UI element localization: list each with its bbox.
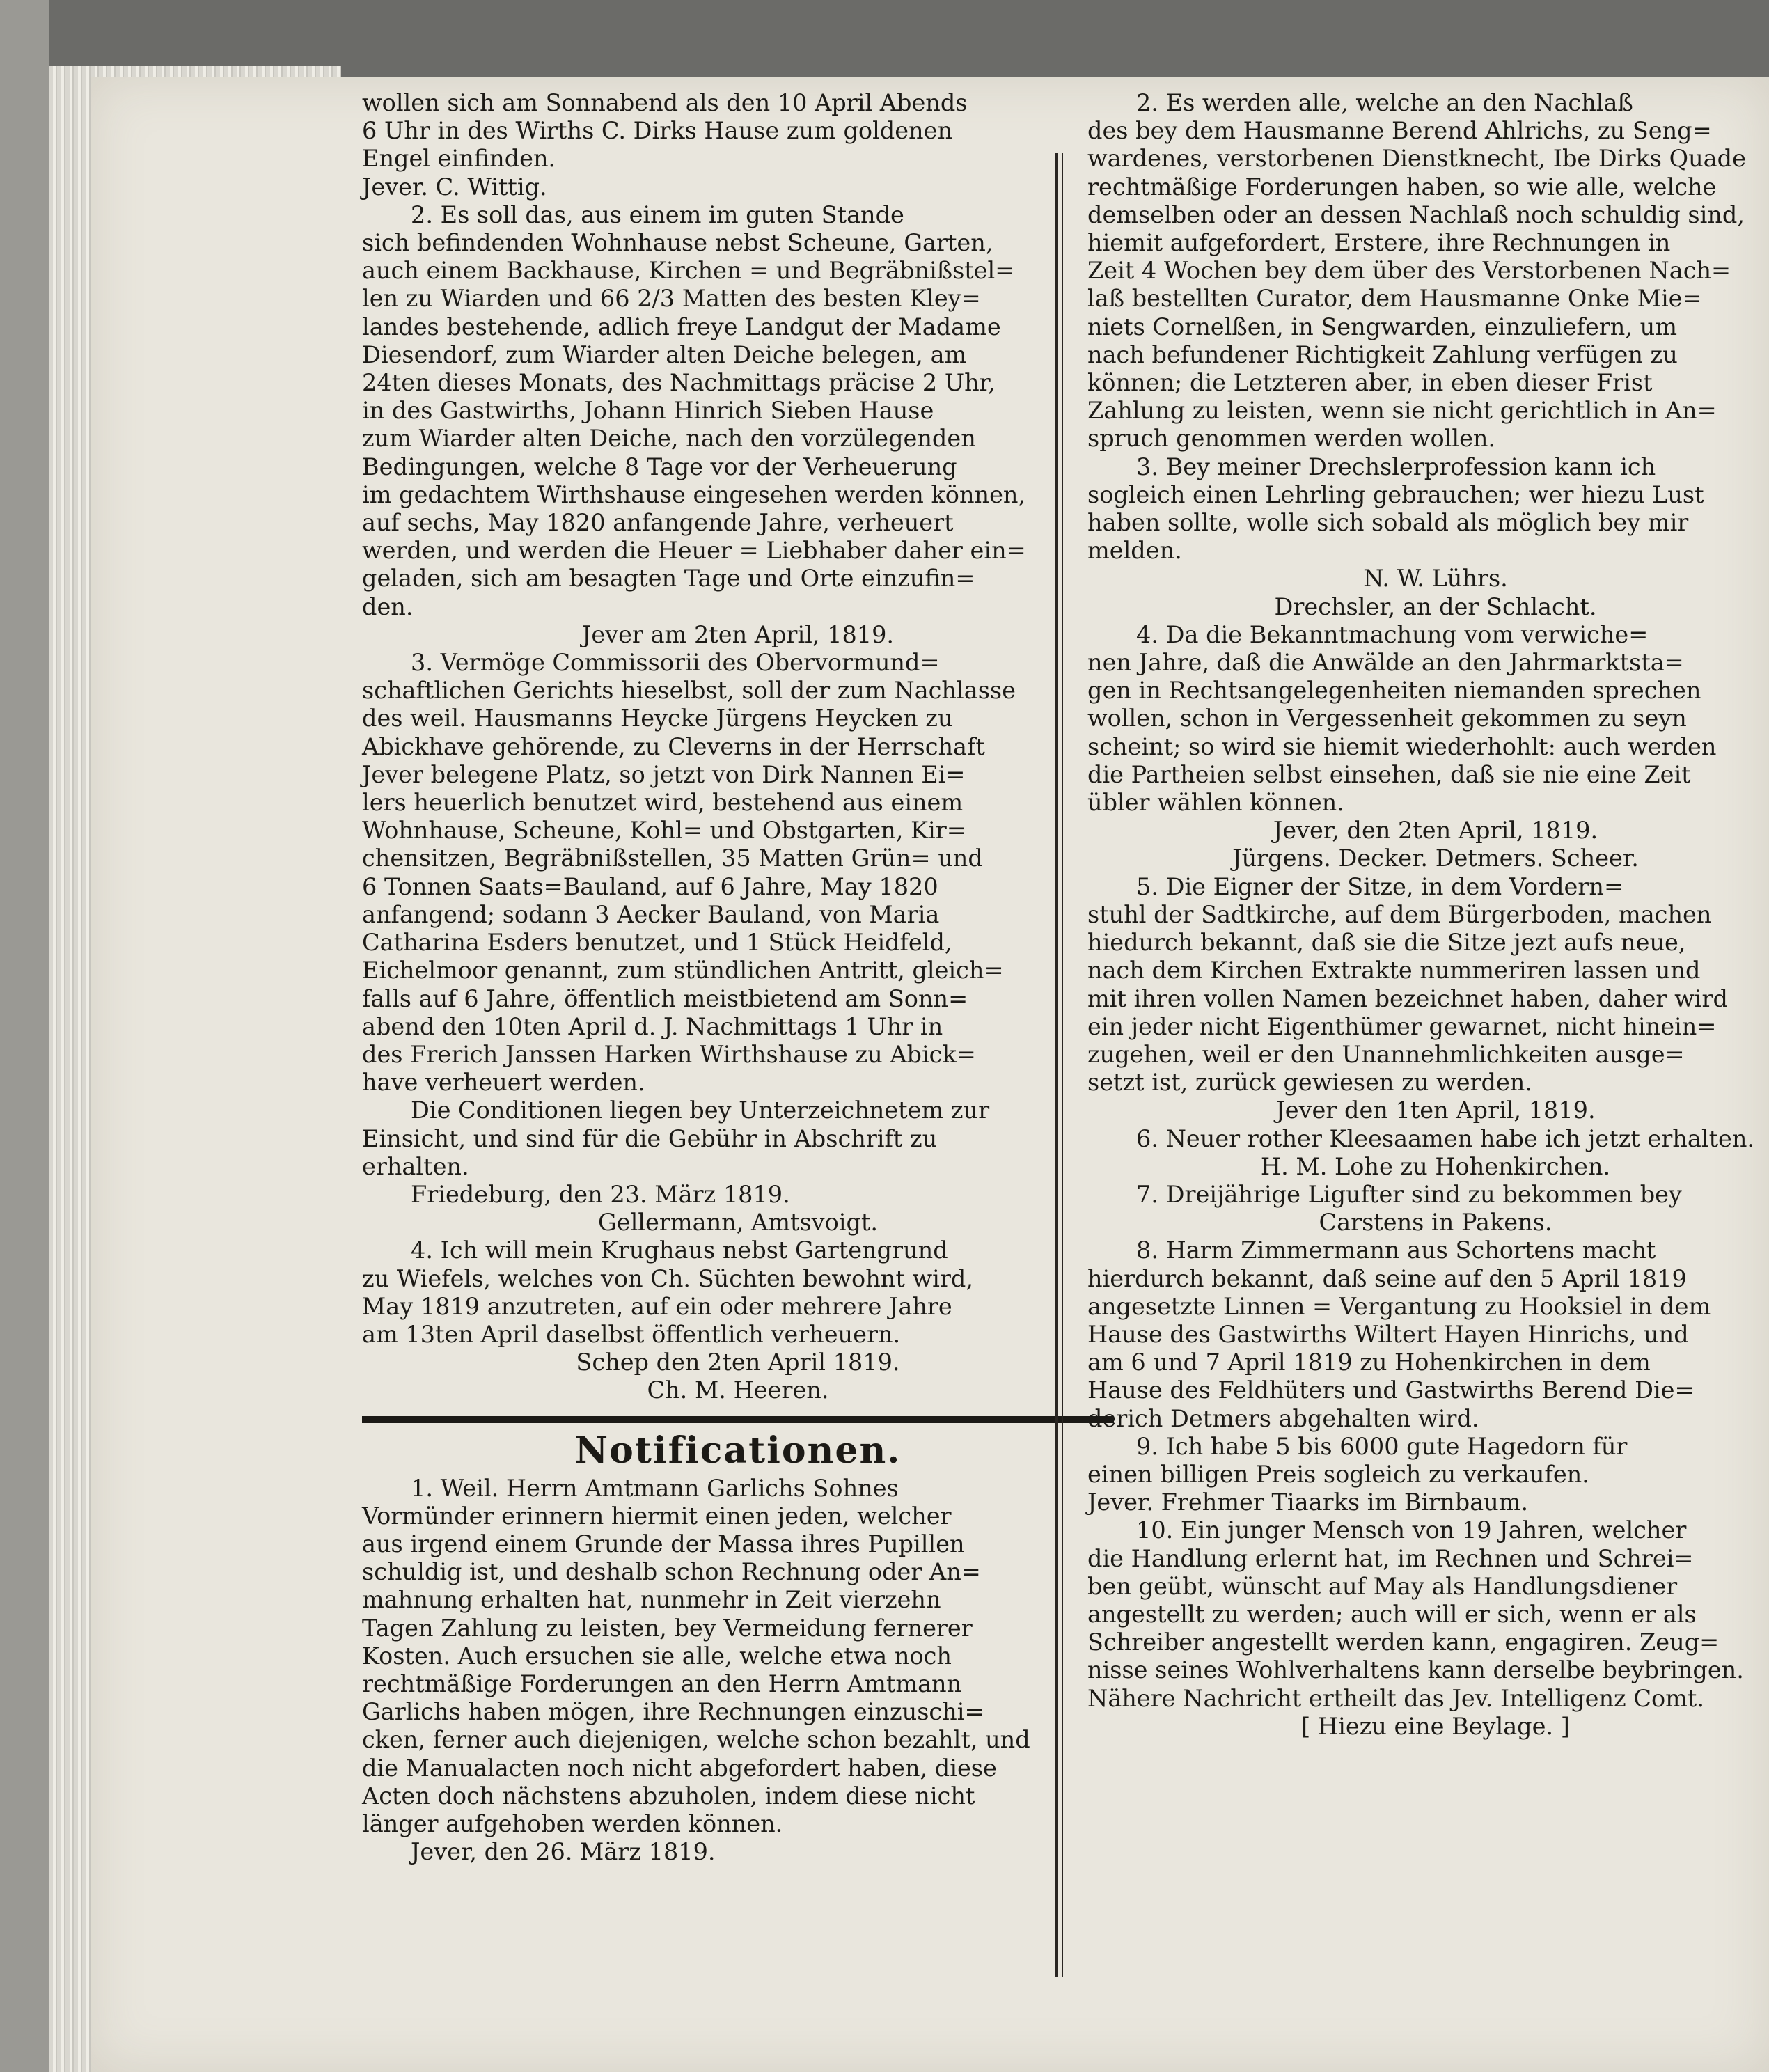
text-line: auch einem Backhause, Kirchen = und Begräbnißstel= [362,257,1015,285]
column-divider-inner [1062,153,1063,1977]
text-line: Ch. M. Heeren. [647,1376,829,1404]
text-line: Schreiber angestellt werden kann, engagiren. Zeug= [1087,1628,1720,1656]
text-line: Jever. Frehmer Tiaarks im Birnbaum. [1087,1489,1529,1516]
text-line: schaftlichen Gerichts hieselbst, soll der zum Nachlasse [362,677,1016,705]
text-line: Hause des Feldhüters und Gastwirths Berend Die= [1087,1376,1695,1404]
text-line: Engel einfinden. [362,145,556,173]
text-line: Zahlung zu leisten, wenn sie nicht gerichtlich in An= [1087,397,1717,425]
text-line: 6 Uhr in des Wirths C. Dirks Hause zum goldenen [362,117,953,145]
text-line: stuhl der Sadtkirche, auf dem Bürgerboden, machen [1087,900,1712,928]
text-line: aus irgend einem Grunde der Massa ihres Pupillen [362,1530,965,1557]
text-line: 7. Dreijährige Ligufter sind zu bekommen bey [1136,1180,1682,1208]
text-line: 6 Tonnen Saats=Bauland, auf 6 Jahre, May 1820 [362,872,938,900]
text-line: Tagen Zahlung zu leisten, bey Vermeidung fernerer [362,1614,973,1642]
text-line: des Frerich Janssen Harken Wirthshause zu Abick= [362,1040,976,1068]
text-line: 3. Vermöge Commissorii des Obervormund= [411,649,940,677]
text-line: Jever belegene Platz, so jetzt von Dirk Nannen Ei= [362,760,966,788]
text-line: 6. Neuer rother Kleesaamen habe ich jetzt erhalten. [1136,1124,1755,1152]
text-line: im gedachtem Wirthshause eingesehen werden können, [362,480,1026,508]
text-line: ein jeder nicht Eigenthümer gewarnet, nicht hinein= [1087,1012,1717,1040]
left-column-text-top [362,89,1114,1405]
text-line: hierdurch bekannt, daß seine auf den 5 April 1819 [1087,1264,1687,1292]
text-line: Jürgens. Decker. Detmers. Scheer. [1232,845,1639,872]
text-line: Jever. C. Wittig. [362,173,547,201]
text-line: 2. Es werden alle, welche an den Nachlaß [1136,89,1633,116]
text-line: wollen, schon in Vergessenheit gekommen zu seyn [1087,705,1687,732]
text-line: Kosten. Auch ersuchen sie alle, welche etwa noch [362,1642,952,1670]
text-line: sich befindenden Wohnhause nebst Scheune, Garten, [362,229,993,257]
text-line: werden, und werden die Heuer = Liebhaber daher ein= [362,537,1026,565]
text-line: haben sollte, wolle sich sobald als möglich bey mir [1087,509,1689,537]
text-line: Vormünder erinnern hiermit einen jeden, welcher [362,1502,952,1530]
text-line: in des Gastwirths, Johann Hinrich Sieben Hause [362,397,934,425]
text-line: scheint; so wird sie hiemit wiederhohlt: auch werden [1087,732,1717,760]
text-line: derich Detmers abgehalten wird. [1087,1404,1479,1432]
section-heading: Notificationen. [574,1429,902,1472]
text-line: nach dem Kirchen Extrakte nummeriren lassen und [1087,957,1701,984]
text-line: Die Conditionen liegen bey Unterzeichnetem zur [411,1097,990,1124]
text-line: am 13ten April daselbst öffentlich verheuern. [362,1320,901,1348]
text-line: 4. Ich will mein Krughaus nebst Gartengrund [411,1237,948,1264]
text-line: Schep den 2ten April 1819. [576,1349,900,1376]
text-line: hiemit aufgefordert, Erstere, ihre Rechnungen in [1087,229,1671,257]
text-line: 9. Ich habe 5 bis 6000 gute Hagedorn für [1136,1432,1628,1460]
text-line: des weil. Hausmanns Heycke Jürgens Heycken zu [362,705,953,732]
text-line: setzt ist, zurück gewiesen zu werden. [1087,1069,1533,1097]
text-line: landes bestehende, adlich freye Landgut der Madame [362,313,1001,340]
text-line: die Manualacten noch nicht abgefordert haben, diese [362,1754,997,1782]
newspaper-page [91,77,1769,2072]
text-line: H. M. Lohe zu Hohenkirchen. [1260,1152,1611,1180]
text-line: gen in Rechtsangelegenheiten niemanden sprechen [1087,677,1701,705]
text-line: Hause des Gastwirths Wiltert Hayen Hinrichs, und [1087,1320,1689,1348]
text-line: [ Hiezu eine Beylage. ] [1301,1712,1570,1740]
column-divider [1055,153,1058,1977]
text-line: auf sechs, May 1820 anfangende Jahre, verheuert [362,509,954,537]
text-line: die Partheien selbst einsehen, daß sie nie eine Zeit [1087,760,1691,788]
text-line: May 1819 anzutreten, auf ein oder mehrere Jahre [362,1292,952,1320]
text-line: cken, ferner auch diejenigen, welche schon bezahlt, und [362,1726,1030,1754]
text-line: Carstens in Pakens. [1319,1209,1552,1237]
text-line: schuldig ist, und deshalb schon Rechnung oder An= [362,1558,981,1586]
text-line: Bedingungen, welche 8 Tage vor der Verheuerung [362,453,957,480]
text-line: angestellt zu werden; auch will er sich, wenn er als [1087,1600,1697,1628]
text-line: 5. Die Eigner der Sitze, in dem Vordern= [1136,872,1624,900]
text-line: N. W. Lührs. [1363,565,1508,592]
text-line: Eichelmoor genannt, zum stündlichen Antritt, gleich= [362,957,1004,984]
text-line: mahnung erhalten hat, nunmehr in Zeit vierzehn [362,1586,941,1614]
text-line: 1. Weil. Herrn Amtmann Garlichs Sohnes [411,1474,899,1502]
text-line: falls auf 6 Jahre, öffentlich meistbietend am Sonn= [362,984,968,1012]
right-column-text [1087,89,1769,1741]
text-line: 10. Ein junger Mensch von 19 Jahren, welcher [1136,1516,1687,1544]
text-line: melden. [1087,537,1182,565]
text-line: len zu Wiarden und 66 2/3 Matten des besten Kley= [362,285,981,313]
text-line: ben geübt, wünscht auf May als Handlungsdiener [1087,1572,1678,1600]
text-line: angesetzte Linnen = Vergantung zu Hooksiel in dem [1087,1292,1711,1320]
text-line: Acten doch nächstens abzuholen, indem diese nicht [362,1782,975,1810]
text-line: rechtmäßige Forderungen an den Herrn Amtmann [362,1670,962,1697]
text-line: lers heuerlich benutzet wird, bestehend aus einem [362,789,964,817]
text-line: 8. Harm Zimmermann aus Schortens macht [1136,1237,1656,1264]
text-line: zu Wiefels, welches von Ch. Süchten bewohnt wird, [362,1264,973,1292]
text-line: des bey dem Hausmanne Berend Ahlrichs, zu Seng= [1087,117,1712,145]
text-line: nen Jahre, daß die Anwälde an den Jahrmarktsta= [1087,649,1684,677]
text-line: 4. Da die Bekanntmachung vom verwiche= [1136,620,1649,648]
text-line: 2. Es soll das, aus einem im guten Stande [411,201,904,228]
text-line: Nähere Nachricht ertheilt das Jev. Intelligenz Comt. [1087,1684,1705,1712]
text-line: Wohnhause, Scheune, Kohl= und Obstgarten, Kir= [362,817,966,845]
text-line: nisse seines Wohlverhaltens kann derselbe beybringen. [1087,1656,1744,1684]
text-line: wollen sich am Sonnabend als den 10 April Abends [362,89,968,116]
text-line: länger aufgehoben werden können. [362,1810,783,1837]
text-line: nach befundener Richtigkeit Zahlung verfügen zu [1087,340,1678,368]
text-line: spruch genommen werden wollen. [1087,425,1496,453]
text-line: geladen, sich am besagten Tage und Orte einzufin= [362,565,975,592]
text-line: übler wählen können. [1087,789,1344,817]
text-line: Abickhave gehörende, zu Cleverns in der Herrschaft [362,732,985,760]
left-column-text-bottom [362,1475,1114,1867]
text-line: wardenes, verstorbenen Dienstknecht, Ibe Dirks Quade [1087,145,1746,173]
text-line: Einsicht, und sind für die Gebühr in Abschrift zu [362,1124,938,1152]
text-line: Jever, den 26. März 1819. [411,1838,716,1866]
text-line: Jever den 1ten April, 1819. [1275,1097,1596,1124]
text-line: demselben oder an dessen Nachlaß noch schuldig sind, [1087,201,1745,228]
text-line: einen billigen Preis sogleich zu verkaufen. [1087,1460,1589,1488]
text-line: abend den 10ten April d. J. Nachmittags 1 Uhr in [362,1012,943,1040]
text-line: Catharina Esders benutzet, und 1 Stück Heidfeld, [362,929,952,957]
text-line: rechtmäßige Forderungen haben, so wie alle, welche [1087,173,1717,201]
text-line: Garlichs haben mögen, ihre Rechnungen einzuschi= [362,1698,984,1726]
text-line: sogleich einen Lehrling gebrauchen; wer hiezu Lust [1087,480,1704,508]
text-line: zum Wiarder alten Deiche, nach den vorzülegenden [362,425,976,453]
text-line: Diesendorf, zum Wiarder alten Deiche belegen, am [362,340,967,368]
text-line: Drechsler, an der Schlacht. [1274,592,1597,620]
text-line: erhalten. [362,1152,469,1180]
text-line: 24ten dieses Monats, des Nachmittags präcise 2 Uhr, [362,369,996,397]
text-line: zugehen, weil er den Unannehmlichkeiten ausge= [1087,1040,1685,1068]
text-line: laß bestellten Curator, dem Hausmanne Onke Mie= [1087,285,1702,313]
text-line: chensitzen, Begräbnißstellen, 35 Matten Grün= und [362,845,983,872]
text-line: Jever, den 2ten April, 1819. [1273,817,1598,845]
text-line: 3. Bey meiner Drechslerprofession kann ich [1136,453,1656,480]
text-line: am 6 und 7 April 1819 zu Hohenkirchen in dem [1087,1349,1651,1376]
right-column [1087,89,1769,1741]
text-line: Friedeburg, den 23. März 1819. [411,1180,790,1208]
text-line: Zeit 4 Wochen bey dem über des Verstorbenen Nach= [1087,257,1731,285]
left-column [362,89,1114,1866]
text-line: können; die Letzteren aber, in eben dieser Frist [1087,369,1653,397]
scanner-background-left [0,0,49,2072]
scanner-background-top [0,0,1769,77]
text-line: anfangend; sodann 3 Aecker Bauland, von Maria [362,900,940,928]
text-line: Gellermann, Amtsvoigt. [597,1209,879,1237]
text-line: have verheuert werden. [362,1069,645,1097]
section-divider [362,1416,1114,1423]
text-line: niets Cornelßen, in Sengwarden, einzuliefern, um [1087,313,1678,340]
text-line: Jever am 2ten April, 1819. [581,620,895,648]
text-line: hiedurch bekannt, daß sie die Sitze jezt aufs neue, [1087,929,1686,957]
text-line: die Handlung erlernt hat, im Rechnen und Schrei= [1087,1544,1694,1572]
text-line: mit ihren vollen Namen bezeichnet haben, daher wird [1087,984,1728,1012]
text-line: den. [362,592,414,620]
